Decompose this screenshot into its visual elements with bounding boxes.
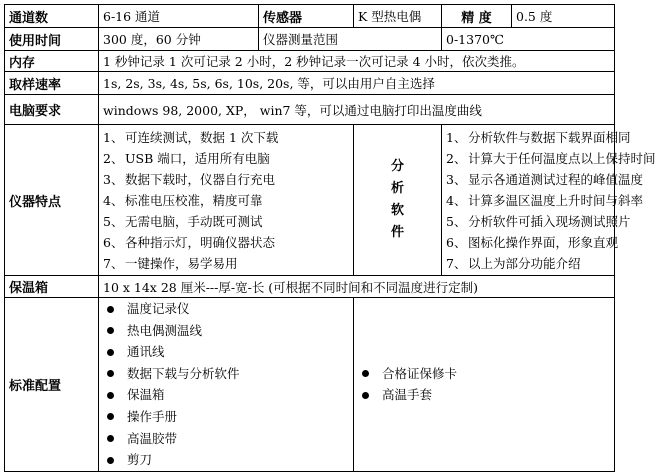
row-memory (5, 51, 615, 72)
row-channels (5, 5, 615, 28)
list-item: 高温胶带 (103, 428, 349, 450)
range-label: 仪器测量范围 (259, 28, 442, 51)
list-item: 数据下载与分析软件 (103, 363, 349, 385)
insulation-value: 10 x 14x 28 厘米---厚-宽-长 (可根据不同时间和不同温度进行定制) (99, 276, 615, 298)
row-usage (5, 28, 615, 51)
list-item: 1、 分析软件与数据下载界面相同 (446, 129, 631, 145)
list-item: 5、 无需电脑，手动既可测试 (103, 213, 263, 229)
bullet-icon (107, 327, 114, 334)
list-item: 6、 图标化操作界面，形象直观 (446, 234, 619, 250)
list-item: 操作手册 (103, 406, 349, 428)
bullet-icon (107, 392, 114, 399)
row-sampling (5, 72, 615, 95)
row-features (5, 125, 615, 276)
bullet-icon (362, 392, 369, 399)
list-item: 4、 计算多温区温度上升时间与斜率 (446, 192, 644, 208)
channels-value: 6-16 通道 (99, 5, 259, 28)
insulation-label: 保温箱 (5, 276, 99, 298)
standard-right-cell (354, 298, 615, 472)
instrument-features-list (103, 127, 349, 274)
sensor-label: 传感器 (259, 5, 354, 28)
memory-label: 内存 (5, 51, 99, 72)
list-item: 高温手套 (358, 384, 610, 406)
list-item: 通讯线 (103, 341, 349, 363)
computer-label: 电脑要求 (5, 95, 99, 125)
spec-table (4, 4, 656, 472)
list-item: 7、 一键操作，易学易用 (103, 255, 238, 271)
memory-value: 1 秒钟记录 1 次可记录 2 小时，2 秒钟记录一次可记录 4 小时，依次类推。 (99, 51, 615, 72)
usage-value: 300 度，60 分钟 (99, 28, 259, 51)
spec-sheet (4, 4, 656, 469)
features-label: 仪器特点 (5, 125, 99, 276)
computer-value: windows 98, 2000, XP， win7 等，可以通过电脑打印出温度曲线 (99, 95, 615, 125)
range-value: 0-1370℃ (442, 28, 615, 51)
list-item: 4、 标准电压校准，精度可靠 (103, 192, 263, 208)
row-insulation (5, 276, 615, 298)
sensor-value: K 型热电偶 (354, 5, 442, 28)
list-item: 3、 数据下载时，仪器自行充电 (103, 171, 276, 187)
list-item: 2、 计算大于任何温度点以上保持时间 (446, 150, 656, 166)
list-item: 7、 以上为部分功能介绍 (446, 255, 581, 271)
usage-label: 使用时间 (5, 28, 99, 51)
software-label: 分 析 软 件 (354, 125, 442, 276)
bullet-icon (107, 413, 114, 420)
list-item: 2、 USB 端口，适用所有电脑 (103, 150, 270, 166)
row-computer (5, 95, 615, 125)
software-features-cell (442, 125, 656, 276)
channels-label: 通道数 (5, 5, 99, 28)
bullet-icon (107, 306, 114, 313)
standard-right-list (358, 363, 610, 406)
standard-left-list (103, 298, 349, 471)
list-item: 1、 可连续测试，数据 1 次下载 (103, 129, 279, 145)
bullet-icon (107, 370, 114, 377)
list-item: 合格证保修卡 (358, 363, 610, 385)
accuracy-label: 精 度 (442, 5, 512, 28)
software-features-list (446, 127, 656, 274)
row-standard (5, 298, 615, 472)
standard-label: 标准配置 (5, 298, 99, 472)
list-item: 热电偶测温线 (103, 320, 349, 342)
instrument-features-cell (99, 125, 354, 276)
list-item: 温度记录仪 (103, 298, 349, 320)
sampling-value: 1s, 2s, 3s, 4s, 5s, 6s, 10s, 20s, 等，可以由用户自主选择 (99, 72, 615, 95)
list-item: 3、 显示各通道测试过程的峰值温度 (446, 171, 644, 187)
bullet-icon (107, 435, 114, 442)
standard-left-cell (99, 298, 354, 472)
bullet-icon (107, 457, 114, 464)
bullet-icon (362, 370, 369, 377)
list-item: 剪刀 (103, 449, 349, 471)
list-item: 保温箱 (103, 384, 349, 406)
sampling-label: 取样速率 (5, 72, 99, 95)
accuracy-value: 0.5 度 (512, 5, 615, 28)
list-item: 6、 各种指示灯，明确仪器状态 (103, 234, 276, 250)
bullet-icon (107, 349, 114, 356)
list-item: 5、 分析软件可插入现场测试照片 (446, 213, 631, 229)
